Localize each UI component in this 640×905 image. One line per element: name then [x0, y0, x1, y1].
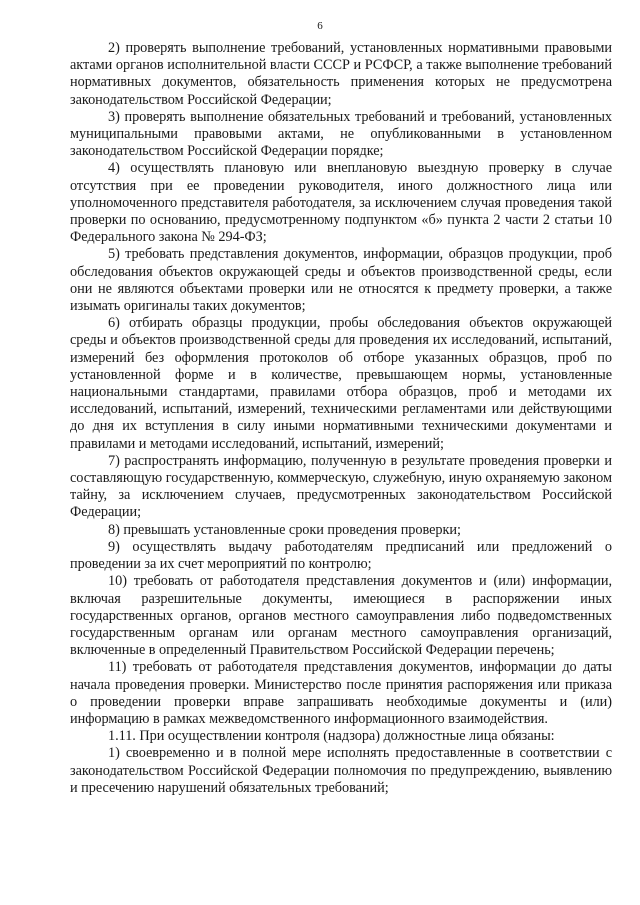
paragraph-item-6: 6) отбирать образцы продукции, пробы обследования объектов окружающей среды и объектов производственной среды для проведения их исследований, испытаний, измерений без оформления протоколов об отборе указанных образцов, проб по установленной форме и в количестве, превышающем нормы, установленные национальными стандартами, правилами отбора образцов, проб и методами их исследований, испытаний, измерений, техническими регламентами или действующими до дня их вступления в силу иными нормативными техническими документами и правилами и методами исследований, испытаний, измерений;	[70, 315, 612, 452]
paragraph-item-9: 9) осуществлять выдачу работодателям предписаний или предложений о проведении за их счет мероприятий по контролю;	[70, 538, 612, 573]
document-body	[70, 40, 612, 797]
paragraph-item-8: 8) превышать установленные сроки проведения проверки;	[108, 521, 461, 538]
section-heading-1-11: 1.11. При осуществлении контроля (надзора) должностные лица обязаны:	[108, 728, 555, 745]
paragraph-item-5: 5) требовать представления документов, информации, образцов продукции, проб обследования объектов окружающей среды и объектов производственной среды, если они не являются объектами проверки или не относятся к предмету проверки, а также изымать оригиналы таких документов;	[70, 246, 612, 315]
paragraph-item-11: 11) требовать от работодателя представления документов, информации до даты начала проведения проверки. Министерство после принятия распоряжения или приказа о проведении проверки вправе запрашивать необходимые документы и (или) информацию в рамках межведомственного информационного взаимодействия.	[70, 659, 612, 727]
paragraph-duty-1: 1) своевременно и в полной мере исполнять предоставленные в соответствии с законодательством Российской Федерации полномочия по предупреждению, выявлению и пресечению нарушений обязательных требований;	[70, 745, 612, 796]
paragraph-item-10: 10) требовать от работодателя представления документов и (или) информации, включая разрешительные документы, имеющиеся в распоряжении иных государственных органов, органов местного самоуправления либо подведомственных государственным органам или органам местного самоуправления организаций, включенные в определенный Правительством Российской Федерации перечень;	[70, 573, 612, 659]
paragraph-item-7: 7) распространять информацию, полученную в результате проведения проверки и составляющую государственную, коммерческую, служебную, иную охраняемую законом тайну, за исключением случаев, предусмотренных законодательством Российской Федерации;	[70, 452, 612, 521]
paragraph-item-3: 3) проверять выполнение обязательных требований и требований, установленных муниципальными правовыми актами, не опубликованными в установленном законодательством Российской Федерации порядке;	[70, 108, 612, 160]
paragraph-item-2: 2) проверять выполнение требований, установленных нормативными правовыми актами органов исполнительной власти СССР и РСФСР, а также выполнение требований нормативных документов, обязательность применения которых не предусмотрена законодательством Российской Федерации;	[70, 40, 612, 108]
page-number: 6	[317, 20, 323, 32]
paragraph-item-4: 4) осуществлять плановую или внеплановую выездную проверку в случае отсутствия при ее проведении руководителя, иного должностного лица или уполномоченного представителя работодателя, за исключением случая проведения такой проверки по основанию, предусмотренному подпунктом «б» пункта 2 части 2 статьи 10 Федерального закона № 294-ФЗ;	[70, 160, 612, 246]
